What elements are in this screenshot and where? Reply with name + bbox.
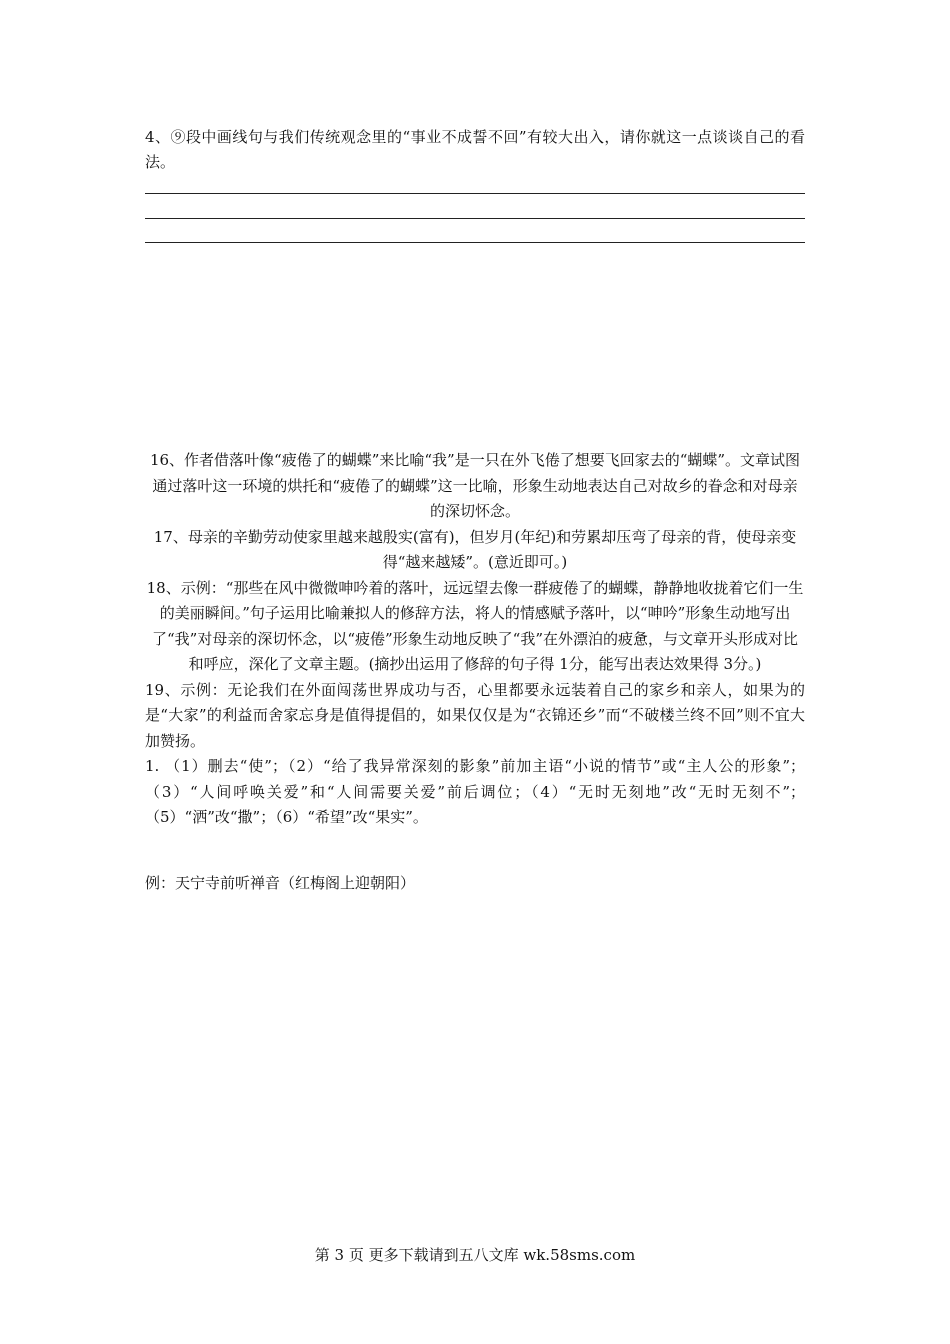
answer-18: 18、示例：“那些在风中微微呻吟着的落叶，远远望去像一群疲倦了的蝴蝶，静静地收拢着它们一生的美丽瞬间。”句子运用比喻兼拟人的修辞方法，将人的情感赋予落叶，以“呻吟”形象生动地写出了“我”对母亲的深切怀念，以“疲倦”形象生动地反映了“我”在外漂泊的疲惫，与文章开头形成对比和呼应，深化了文章主题。(摘抄出运用了修辞的句子得 1分，能写出表达效果得 3分。) <box>146 578 804 673</box>
answer-19: 19、示例：无论我们在外面闯荡世界成功与否，心里都要永远装着自己的家乡和亲人，如果为的是“大家”的利益而舍家忘身是值得提倡的，如果仅仅是为“衣锦还乡”而“不破楼兰终不回”则不宜大加赞扬。 <box>145 680 805 750</box>
answer-17: 17、母亲的辛勤劳动使家里越来越殷实(富有)，但岁月(年纪)和劳累却压弯了母亲的背，使母亲变得“越来越矮”。(意近即可。) <box>153 527 797 571</box>
answer-16: 16、作者借落叶像“疲倦了的蝴蝶”来比喻“我”是一只在外飞倦了想要飞回家去的“蝴蝶”。文章试图通过落叶这一环境的烘托和“疲倦了的蝴蝶”这一比喻，形象生动地表达自己对故乡的眷念和对母亲的深切怀念。 <box>149 451 801 520</box>
answer-line-2 <box>145 218 805 219</box>
answer-1: 1. （1）删去“使”；（2）“给了我异常深刻的影象”前加主语“小说的情节”或“主人公的形象”；（3）“人间呼唤关爱”和“人间需要关爱”前后调位；（4）“无时无刻地”改“无时无刻不”；（5）“洒”改“撒”；（6）“希望”改“果实”。 <box>145 757 805 826</box>
answer-key <box>145 448 805 831</box>
page-footer: 第 3 页 更多下载请到五八文库 wk.58sms.com <box>314 1246 636 1264</box>
question-4: 4、⑨段中画线句与我们传统观念里的“事业不成誓不回”有较大出入，请你就这一点谈谈自己的看法。 <box>145 128 805 171</box>
example-line: 例：天宁寺前听禅音（红梅阁上迎朝阳） <box>145 874 416 892</box>
answer-line-3 <box>145 242 805 243</box>
answer-line-1 <box>145 193 805 194</box>
